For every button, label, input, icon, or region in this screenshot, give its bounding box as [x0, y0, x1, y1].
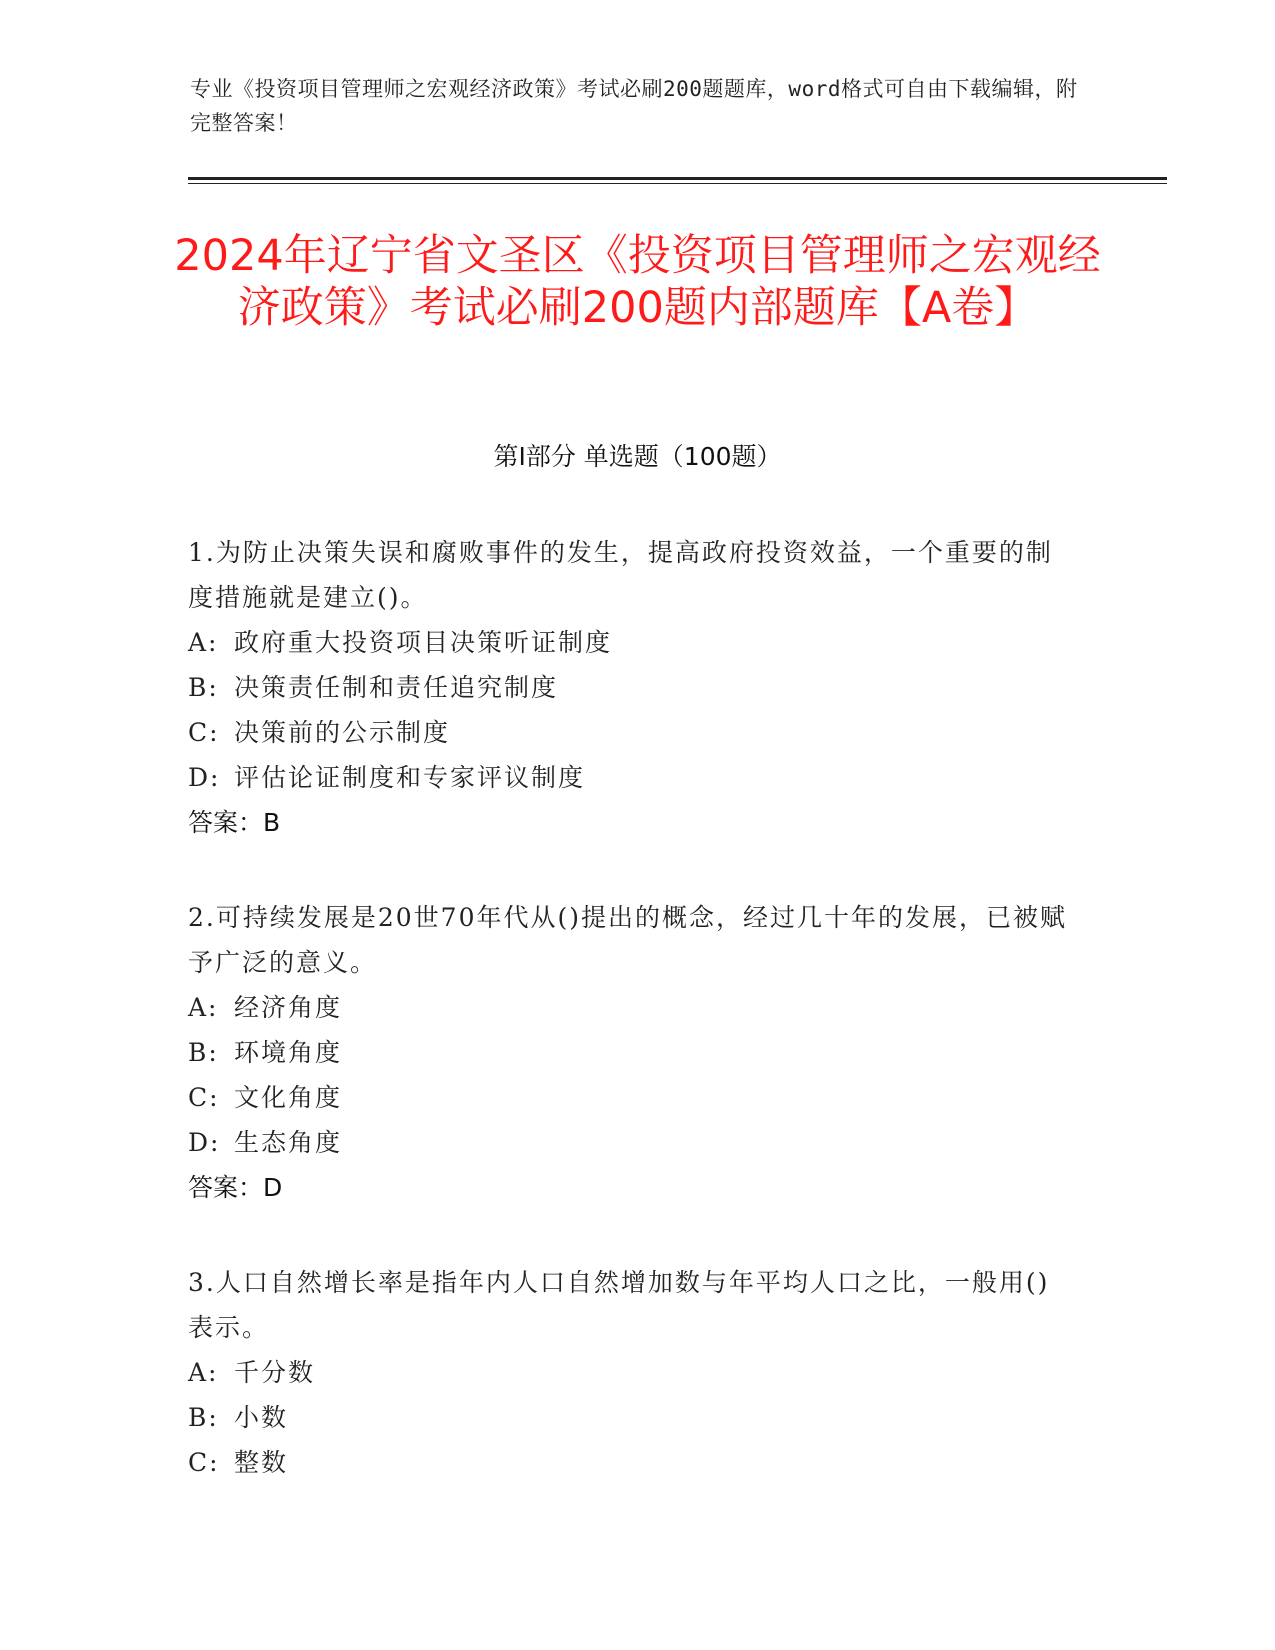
option-text: 经济角度 [234, 993, 343, 1022]
option-text: 决策前的公示制度 [234, 718, 451, 747]
option-text: 文化角度 [234, 1083, 343, 1112]
option-c [188, 1075, 1068, 1120]
question-stem: 3.人口自然增长率是指年内人口自然增加数与年平均人口之比，一般用()表示。 [188, 1268, 1050, 1342]
option-text: 小数 [234, 1403, 289, 1432]
option-b [188, 1030, 1068, 1075]
option-b [188, 1395, 1068, 1440]
option-d [188, 1120, 1068, 1165]
answer: 答案：B [188, 808, 281, 837]
option-b [188, 665, 1068, 710]
option-letter: C: [188, 1448, 220, 1477]
option-letter: C: [188, 718, 220, 747]
header-divider-thick [188, 177, 1167, 180]
answer: 答案：D [188, 1173, 283, 1202]
option-a [188, 1350, 1068, 1395]
option-text: 决策责任制和责任追究制度 [234, 673, 559, 702]
option-text: 评估论证制度和专家评议制度 [234, 763, 586, 792]
header-note: 专业《投资项目管理师之宏观经济政策》考试必刷200题题库，word格式可自由下载编辑，附完整答案！ [190, 77, 1078, 135]
option-text: 整数 [234, 1448, 289, 1477]
section-heading: 第I部分 单选题（100题） [493, 442, 782, 471]
header-divider-thin [188, 183, 1167, 184]
question-3 [188, 1260, 1068, 1485]
option-text: 环境角度 [234, 1038, 343, 1067]
option-c [188, 1440, 1068, 1485]
option-letter: D: [188, 763, 221, 792]
document-title: 2024年辽宁省文圣区《投资项目管理师之宏观经济政策》考试必刷200题内部题库【A卷】 [174, 231, 1101, 333]
option-a [188, 985, 1068, 1030]
option-letter: C: [188, 1083, 220, 1112]
question-2 [188, 895, 1068, 1210]
option-letter: B: [188, 673, 219, 702]
option-letter: A: [188, 628, 219, 657]
option-letter: A: [188, 1358, 219, 1387]
question-1 [188, 530, 1068, 845]
option-a [188, 620, 1068, 665]
option-letter: A: [188, 993, 219, 1022]
option-letter: B: [188, 1038, 219, 1067]
option-d [188, 755, 1068, 800]
option-letter: B: [188, 1403, 219, 1432]
option-text: 生态角度 [234, 1128, 343, 1157]
option-text: 政府重大投资项目决策听证制度 [234, 628, 613, 657]
question-stem: 1.为防止决策失误和腐败事件的发生，提高政府投资效益，一个重要的制度措施就是建立()。 [188, 538, 1053, 612]
question-stem: 2.可持续发展是20世70年代从()提出的概念，经过几十年的发展，已被赋予广泛的意义。 [188, 903, 1067, 977]
option-text: 千分数 [234, 1358, 316, 1387]
question-list [188, 530, 1068, 1535]
option-letter: D: [188, 1128, 221, 1157]
option-c [188, 710, 1068, 755]
